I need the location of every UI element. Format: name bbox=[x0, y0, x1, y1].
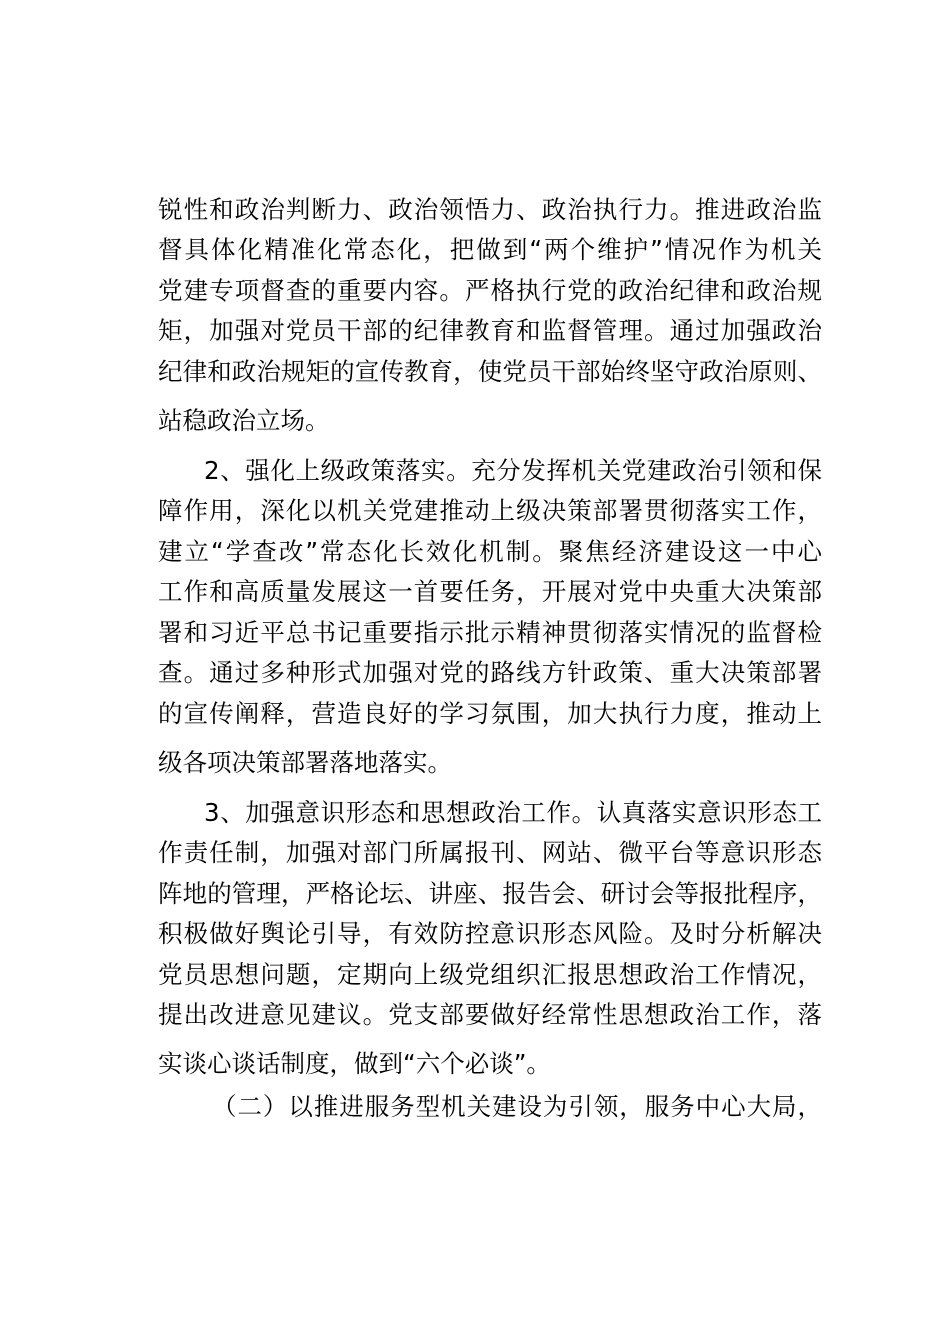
text-line: 署和习近平总书记重要指示批示精神贯彻落实情况的监督检 bbox=[158, 618, 822, 647]
text-line: 积极做好舆论引导，有效防控意识形态风险。及时分析解决 bbox=[158, 919, 822, 948]
text-line: 矩，加强对党员干部的纪律教育和监督管理。通过加强政治 bbox=[158, 316, 822, 345]
text-line: 党员思想问题，定期向上级党组织汇报思想政治工作情况， bbox=[158, 960, 822, 989]
text-line: 查。通过多种形式加强对党的路线方针政策、重大决策部署 bbox=[158, 658, 822, 687]
text-line: 障作用，深化以机关党建推动上级决策部署贯彻落实工作， bbox=[158, 496, 822, 525]
section-heading: （二）以推进服务型机关建设为引领，服务中心大局， bbox=[212, 1092, 822, 1121]
text-line: 作责任制，加强对部门所属报刊、网站、微平台等意识形态 bbox=[158, 838, 822, 867]
text-line: 提出改进意见建议。党支部要做好经常性思想政治工作，落 bbox=[158, 1000, 822, 1029]
text-line: 建立“学查改”常态化长效化机制。聚焦经济建设这一中心 bbox=[158, 537, 822, 566]
text-line: 阵地的管理，严格论坛、讲座、报告会、研讨会等报批程序， bbox=[158, 879, 822, 908]
text-line: 党建专项督查的重要内容。严格执行党的政治纪律和政治规 bbox=[158, 276, 822, 305]
text-line: 纪律和政治规矩的宣传教育，使党员干部始终坚守政治原则、 bbox=[158, 357, 822, 386]
text-line: 工作和高质量发展这一首要任务，开展对党中央重大决策部 bbox=[158, 577, 822, 606]
paragraph-first-line: 3、加强意识形态和思想政治工作。认真落实意识形态工 bbox=[204, 798, 822, 827]
text-line: 实谈心谈话制度，做到“六个必谈”。 bbox=[158, 1049, 551, 1078]
text-line: 督具体化精准化常态化，把做到“两个维护”情况作为机关 bbox=[158, 235, 822, 264]
text-line: 站稳政治立场。 bbox=[158, 406, 330, 435]
paragraph-first-line: 2、强化上级政策落实。充分发挥机关党建政治引领和保 bbox=[204, 456, 822, 485]
text-line: 锐性和政治判断力、政治领悟力、政治执行力。推进政治监 bbox=[158, 195, 822, 224]
text-line: 的宣传阐释，营造良好的学习氛围，加大执行力度，推动上 bbox=[158, 699, 822, 728]
text-line: 级各项决策部署落地落实。 bbox=[158, 748, 452, 777]
